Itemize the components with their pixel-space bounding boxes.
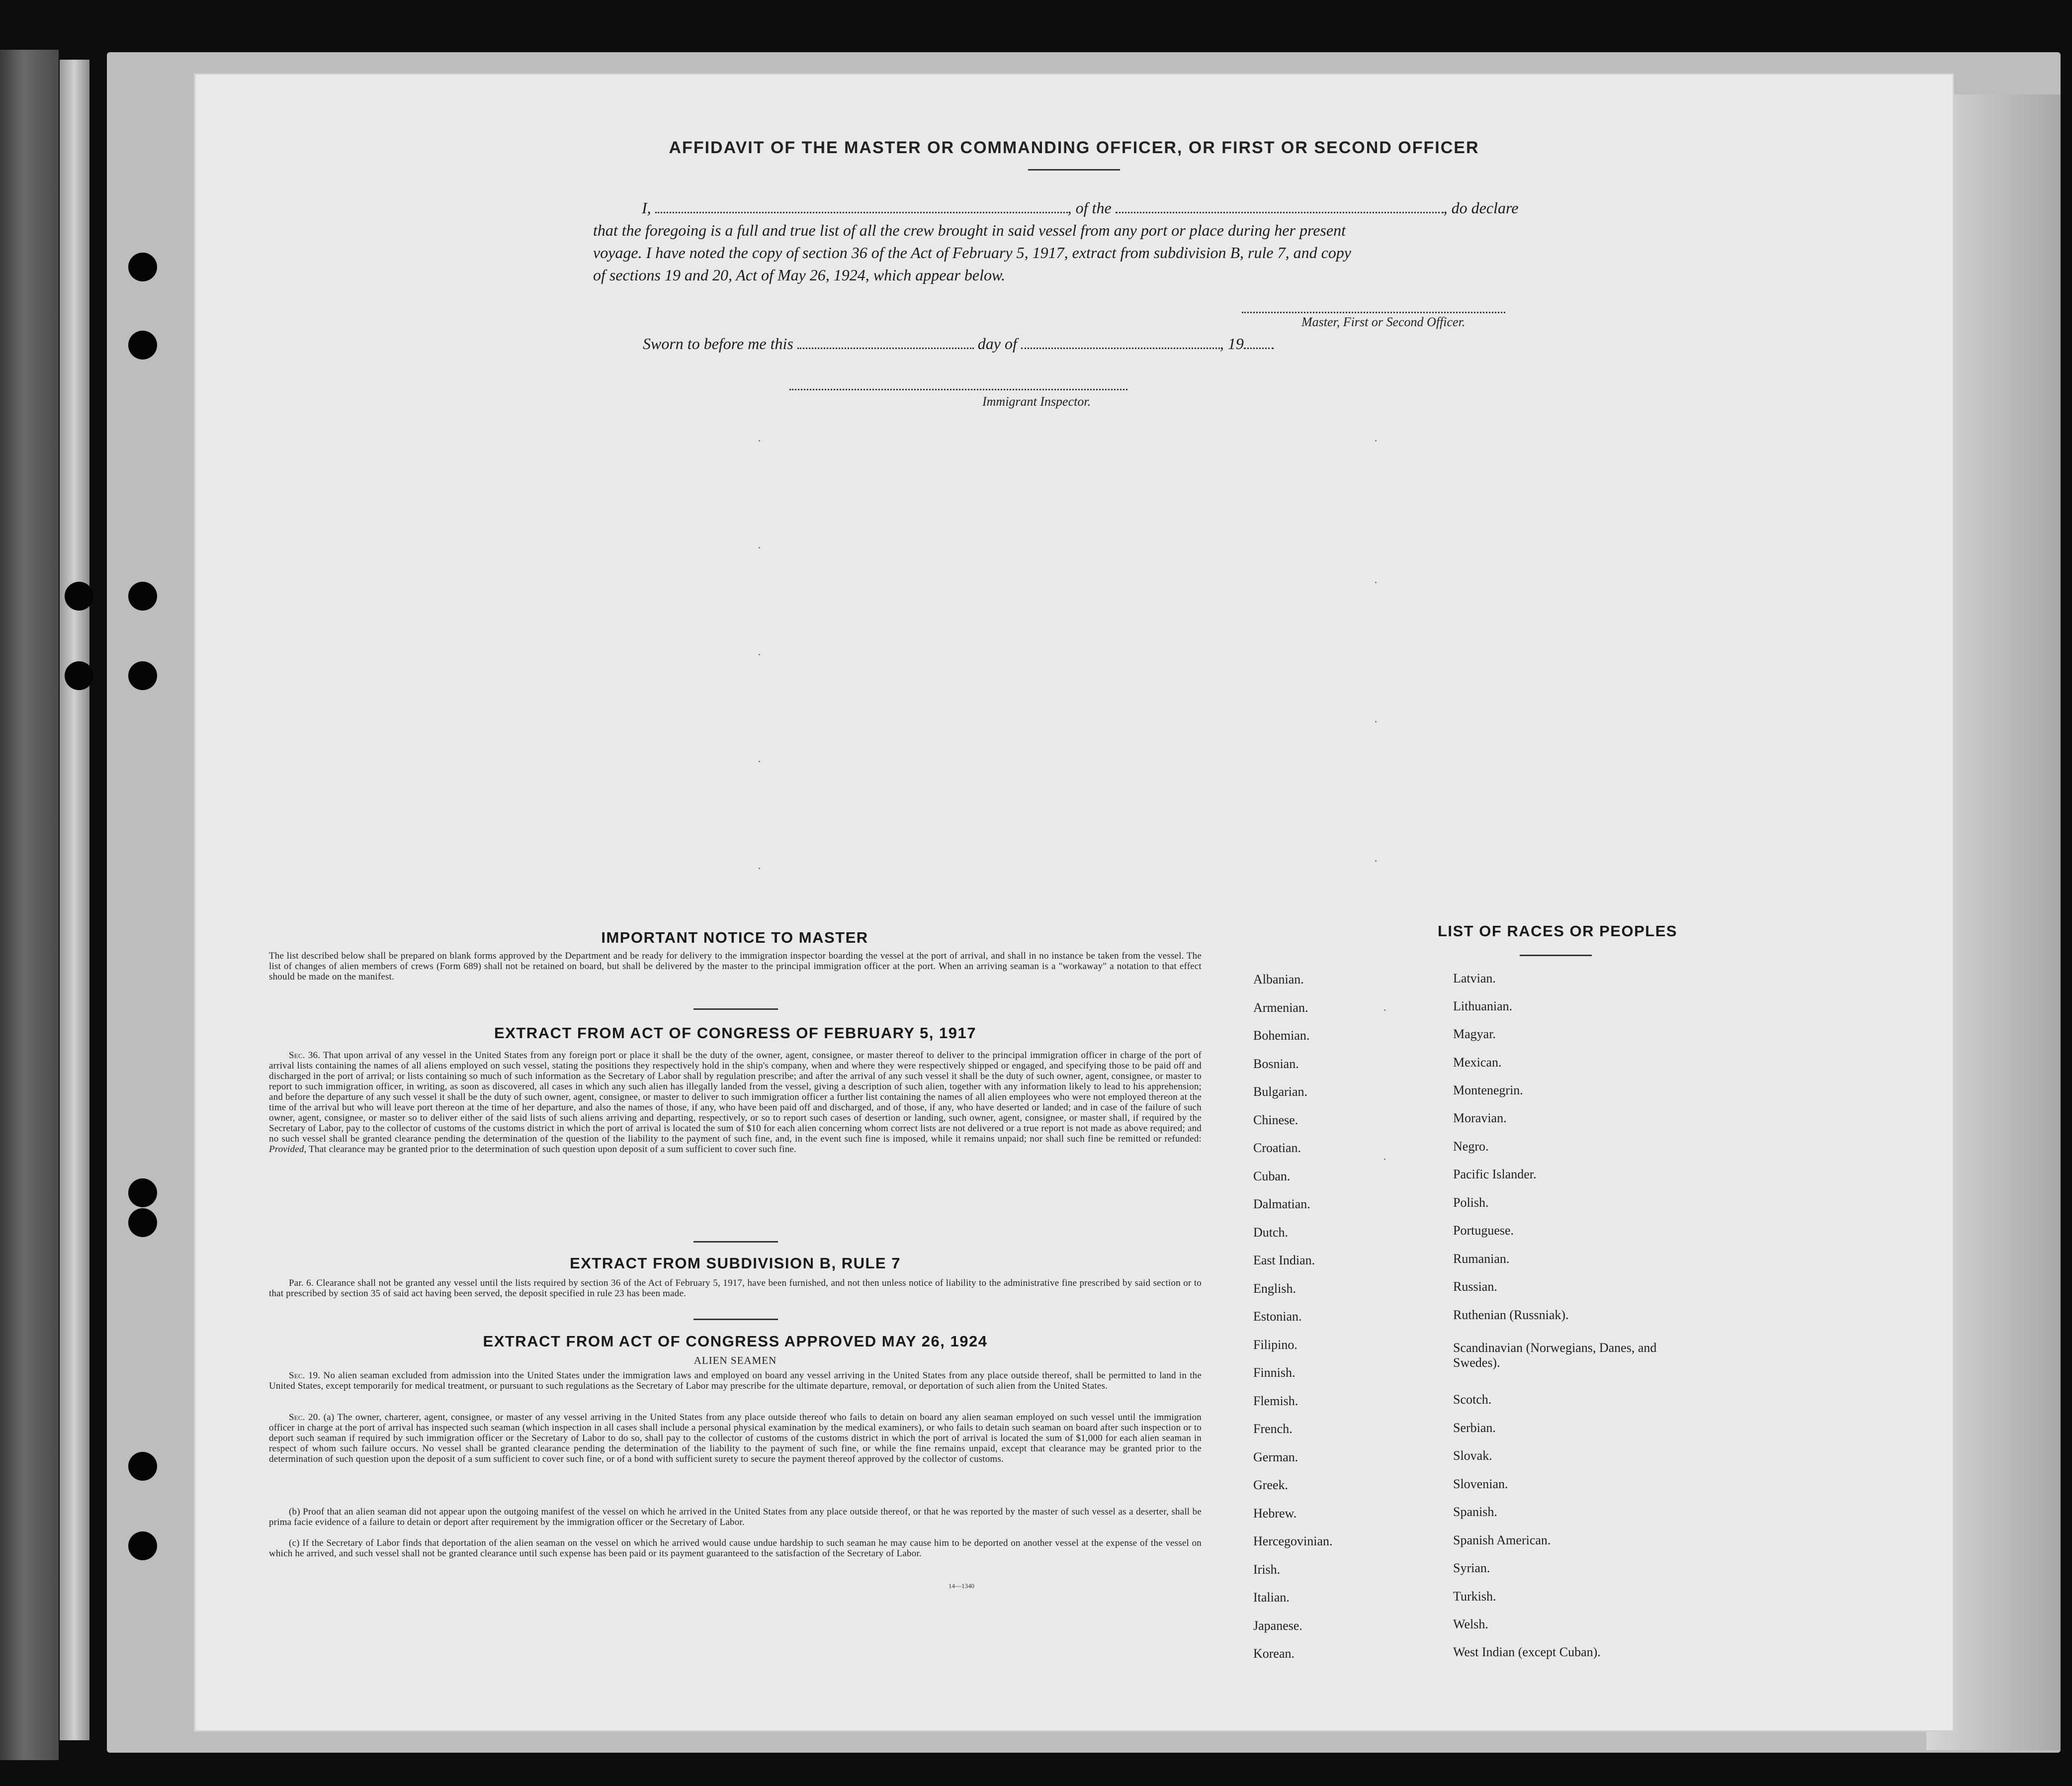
of-the-label: , of the — [1067, 199, 1112, 217]
race-right: Scotch. — [1453, 1392, 1492, 1407]
day-of-label: day of — [977, 335, 1017, 353]
punch-hole — [128, 1452, 157, 1481]
sworn-month-field[interactable] — [1021, 337, 1220, 349]
sworn-date-field[interactable] — [797, 337, 974, 349]
races-title: LIST OF RACES OR PEOPLES — [1437, 922, 1678, 940]
form-page — [195, 75, 1953, 1730]
notice-title: IMPORTANT NOTICE TO MASTER — [601, 929, 868, 946]
punch-hole — [65, 582, 93, 611]
title-rule — [1028, 169, 1120, 171]
extract-1917-title: EXTRACT FROM ACT OF CONGRESS OF FEBRUARY 5, 1917 — [494, 1024, 976, 1042]
race-right: Montenegrin. — [1453, 1083, 1523, 1097]
punch-hole — [128, 582, 157, 611]
race-left: Bohemian. — [1253, 1028, 1310, 1043]
race-right: Pacific Islander. — [1453, 1167, 1537, 1181]
do-declare-label: , do declare — [1443, 199, 1519, 217]
affidavit-line-2: that the foregoing is a full and true list of all the crew brought in said vessel from any port or place during her present — [593, 221, 1346, 239]
race-left: Korean. — [1253, 1646, 1295, 1661]
race-right: Spanish American. — [1453, 1533, 1551, 1547]
race-left: Flemish. — [1253, 1394, 1298, 1408]
race-left: Italian. — [1253, 1590, 1290, 1605]
proviso-text: That clearance may be granted prior to the determination of such question upon deposit of a sum sufficient to cover such fine. — [309, 1144, 796, 1155]
signature-field[interactable] — [1242, 301, 1505, 313]
race-right: Serbian. — [1453, 1421, 1496, 1435]
extract-rule7-text: Par. 6. Clearance shall not be granted any vessel until the lists required by section 36 of the Act of February 5, 1917, have been furnished, and not then unless notice of liability to the administrative fine prescribed by said section or to that prescribed by section 35 of said act having been served, the deposit specified in rule 23 has been made. — [269, 1278, 1202, 1299]
scan-speck — [759, 547, 760, 548]
scan-speck — [1384, 1159, 1385, 1160]
punch-hole — [65, 661, 93, 690]
race-left: Dalmatian. — [1253, 1197, 1310, 1211]
race-left: English. — [1253, 1281, 1296, 1296]
race-right: Rumanian. — [1453, 1251, 1510, 1266]
race-left: Finnish. — [1253, 1365, 1295, 1380]
race-right: Mexican. — [1453, 1055, 1502, 1070]
sec-19-lead: Sec. 19. — [289, 1370, 321, 1381]
race-left: Dutch. — [1253, 1225, 1289, 1240]
race-left: East Indian. — [1253, 1253, 1315, 1267]
race-right: Scandinavian (Norwegians, Danes, and Swedes). — [1453, 1340, 1657, 1370]
race-left: Hercegovinian. — [1253, 1534, 1333, 1548]
race-right: Slovak. — [1453, 1448, 1492, 1463]
punch-hole — [128, 253, 157, 281]
race-right: Portuguese. — [1453, 1223, 1514, 1238]
scan-speck — [759, 654, 760, 655]
race-left: Armenian. — [1253, 1000, 1308, 1015]
race-left: Estonian. — [1253, 1309, 1302, 1324]
sec-19-text — [269, 1370, 1202, 1391]
race-left: Bulgarian. — [1253, 1084, 1308, 1099]
sec-19-body: No alien seaman excluded from admission into the United States under the immigration laws and employed on board any vessel arriving in the United States from any place outside thereof, shall be permitted to land in the United States, except temporarily for medical treatment, or pursuant to such regulations as the Secretary of Labor may prescribe for the ultimate departure, removal, or deportation of such alien from the United States. — [269, 1370, 1202, 1391]
sworn-year-field[interactable] — [1244, 337, 1274, 349]
affidavit-line-3: voyage. I have noted the copy of section 36 of the Act of February 5, 1917, extract from subdivision B, rule 7, and copy — [593, 244, 1351, 262]
race-right: Welsh. — [1453, 1617, 1488, 1631]
race-left: Filipino. — [1253, 1338, 1297, 1352]
race-left: Greek. — [1253, 1478, 1289, 1492]
race-left: Croatian. — [1253, 1141, 1301, 1155]
scan-speck — [1375, 582, 1377, 583]
binding-tab — [60, 60, 89, 1740]
race-right: Ruthenian (Russniak). — [1453, 1308, 1569, 1322]
race-left: German. — [1253, 1450, 1298, 1464]
race-right: Magyar. — [1453, 1027, 1496, 1041]
extract-rule7-title: EXTRACT FROM SUBDIVISION B, RULE 7 — [570, 1254, 901, 1272]
scan-speck — [759, 761, 760, 762]
scan-speck — [1375, 860, 1377, 862]
scan-speck — [1384, 1009, 1385, 1011]
race-right: Syrian. — [1453, 1561, 1490, 1575]
scan-speck — [1375, 721, 1377, 722]
punch-hole — [128, 1178, 157, 1207]
race-left: Hebrew. — [1253, 1506, 1297, 1520]
vessel-name-field[interactable] — [1116, 201, 1444, 213]
sworn-line — [643, 332, 1339, 355]
sec-20-lead: Sec. 20. — [289, 1412, 321, 1423]
scan-speck — [1375, 440, 1377, 442]
inspector-caption: Immigrant Inspector. — [982, 394, 1091, 409]
scan-speck — [759, 440, 760, 442]
race-right: Latvian. — [1453, 971, 1496, 985]
race-left: Chinese. — [1253, 1113, 1298, 1127]
affidavit-line-1 — [642, 196, 1755, 219]
race-left: Japanese. — [1253, 1618, 1302, 1633]
race-left: French. — [1253, 1422, 1293, 1436]
race-right: Russian. — [1453, 1279, 1497, 1294]
punch-hole — [128, 331, 157, 359]
inspector-signature-field[interactable] — [789, 378, 1127, 390]
sec-36-text: That upon arrival of any vessel in the United States from any foreign port or place it shall be the duty of the owner, agent, consignee, or master thereof to deliver to the principal immigration officer in charge of the port of arrival lists containing the names of all aliens employed on such vessel, stating the positions they respectively hold in the ship's company, when and where they were respectively shipped or engaged, and specifying those to be paid off and discharged in the port of arrival; or lists containing so much of such information as the Secretary of Labor shall by regulation prescribe; and after the arrival of any such vessel it shall be the duty of such owner, agent, consignee, or master to report to such immigration officer, in writing, as soon as discovered, all cases in which any such alien has illegally landed from the vessel, giving a description of such alien, together with any information likely to lead to his apprehension; and before the departure of any such vessel it shall be the duty of such owner, agent, consignee, or master to deliver to such immigration officer a further list containing the names of all alien employees who were not employed thereon at the time of the arrival but who will leave port thereon at the time of her departure, and also the names of those, if any, who have been paid off and discharged, and of those, if any, who have deserted or landed; and in case of the failure of such owner, agent, consignee, or master so to deliver either of the said lists of such aliens arriving and departing, respectively, or so to report such cases of desertion or landing, such owner, agent, consignee, or master shall, if required by the Secretary of Labor, pay to the collector of customs of the customs district in which the port of arrival is located the sum of $10 for each alien concerning whom correct lists are not delivered or a true report is not made as above required; and no such vessel shall be granted clearance pending the determination of the question of the liability to the payment of such fine, and, in the event such fine is imposed, while it remains unpaid; nor shall such fine be remitted or refunded: — [269, 1050, 1202, 1144]
race-left: Bosnian. — [1253, 1057, 1299, 1071]
punch-hole — [128, 1531, 157, 1560]
scan-speck — [759, 868, 760, 869]
sec-20b-text: (b) Proof that an alien seaman did not appear upon the outgoing manifest of the vessel on which he arrived in the United States from any place outside thereof, or that he was reported by the master of such vessel as a deserter, shall be prima facie evidence of a failure to detain or deport after requirement by the immigration officer or the Secretary of Labor. — [269, 1507, 1202, 1527]
affidavit-title: AFFIDAVIT OF THE MASTER OR COMMANDING OFFICER, OR FIRST OR SECOND OFFICER — [669, 138, 1479, 157]
signer-caption: Master, First or Second Officer. — [1301, 315, 1466, 329]
sec-36-lead: Sec. 36. — [289, 1050, 321, 1061]
race-right: Turkish. — [1453, 1589, 1496, 1604]
section-rule — [693, 1241, 778, 1243]
extract-1917-text — [269, 1050, 1202, 1155]
year-label: , 19 — [1219, 335, 1244, 353]
affidavit-line-4: of sections 19 and 20, Act of May 26, 1924, which appear below. — [593, 266, 1005, 284]
race-right: Negro. — [1453, 1139, 1489, 1154]
binder-strip — [0, 50, 59, 1760]
section-rule — [693, 1319, 778, 1320]
sec-20a-text — [269, 1412, 1202, 1464]
race-right: Polish. — [1453, 1195, 1489, 1210]
alien-seamen-subtitle: ALIEN SEAMEN — [693, 1354, 777, 1366]
i-label: I, — [642, 199, 651, 217]
race-right: Lithuanian. — [1453, 999, 1513, 1013]
race-left: Irish. — [1253, 1562, 1281, 1577]
sworn-label: Sworn to before me this — [643, 335, 793, 353]
sec-20a-body: (a) The owner, charterer, agent, consignee, or master of any vessel arriving in the United States from any place outside thereof who fails to detain on board any alien seaman employed on such vessel until the immigration officer in charge at the port of arrival has inspected such seaman (which inspection in all cases shall include a personal physical examination by the medical examiners), or who fails to detain such seaman on board after such inspection or to deport such seaman if required by such immigration officer or the Secretary of Labor to do so, shall pay to the collector of customs of the customs district in which the port of arrival is located the sum of $1,000 for each alien seaman in respect of whom such failure occurs. No vessel shall be granted clearance pending the determination of the liability to the payment of such fine, or while the fine remains unpaid, except that clearance may be granted prior to the determination of such question upon the deposit of a sum sufficient to cover such fine, or of a bond with sufficient surety to secure the payment thereof approved by the collector of customs. — [269, 1412, 1202, 1464]
races-title-rule — [1520, 955, 1592, 956]
race-right: West Indian (except Cuban). — [1453, 1645, 1601, 1659]
notice-text: The list described below shall be prepared on blank forms approved by the Department and be ready for delivery to the immigration inspector boarding the vessel at the port of arrival, and shall in no instance be taken from the vessel. The list of changes of alien members of crews (Form 689) shall not be retained on board, but shall be delivered by the master to the principal immigration officer at the port. When an arriving seaman is a "workaway" a notation to that effect should be made on the manifest. — [269, 951, 1202, 982]
punch-hole — [128, 661, 157, 690]
master-name-field[interactable] — [655, 201, 1068, 213]
race-right: Slovenian. — [1453, 1477, 1508, 1491]
section-rule — [693, 1008, 778, 1010]
race-right: Moravian. — [1453, 1111, 1507, 1125]
race-left: Cuban. — [1253, 1169, 1291, 1183]
extract-1924-title: EXTRACT FROM ACT OF CONGRESS APPROVED MAY 26, 1924 — [483, 1333, 988, 1350]
race-right: Spanish. — [1453, 1505, 1497, 1519]
sec-20c-text: (c) If the Secretary of Labor finds that deportation of the alien seaman on the vessel on which he arrived would cause undue hardship to such seaman he may cause him to be deported on another vessel at the expense of the vessel on which he arrived, and such vessel shall not be granted clearance until such expense has been paid or its payment guaranteed to the satisfaction of the Secretary of Labor. — [269, 1538, 1202, 1559]
proviso-word: Provided, — [269, 1144, 307, 1155]
form-number: 14—1340 — [949, 1582, 974, 1590]
race-left: Albanian. — [1253, 972, 1304, 986]
punch-hole — [128, 1208, 157, 1237]
